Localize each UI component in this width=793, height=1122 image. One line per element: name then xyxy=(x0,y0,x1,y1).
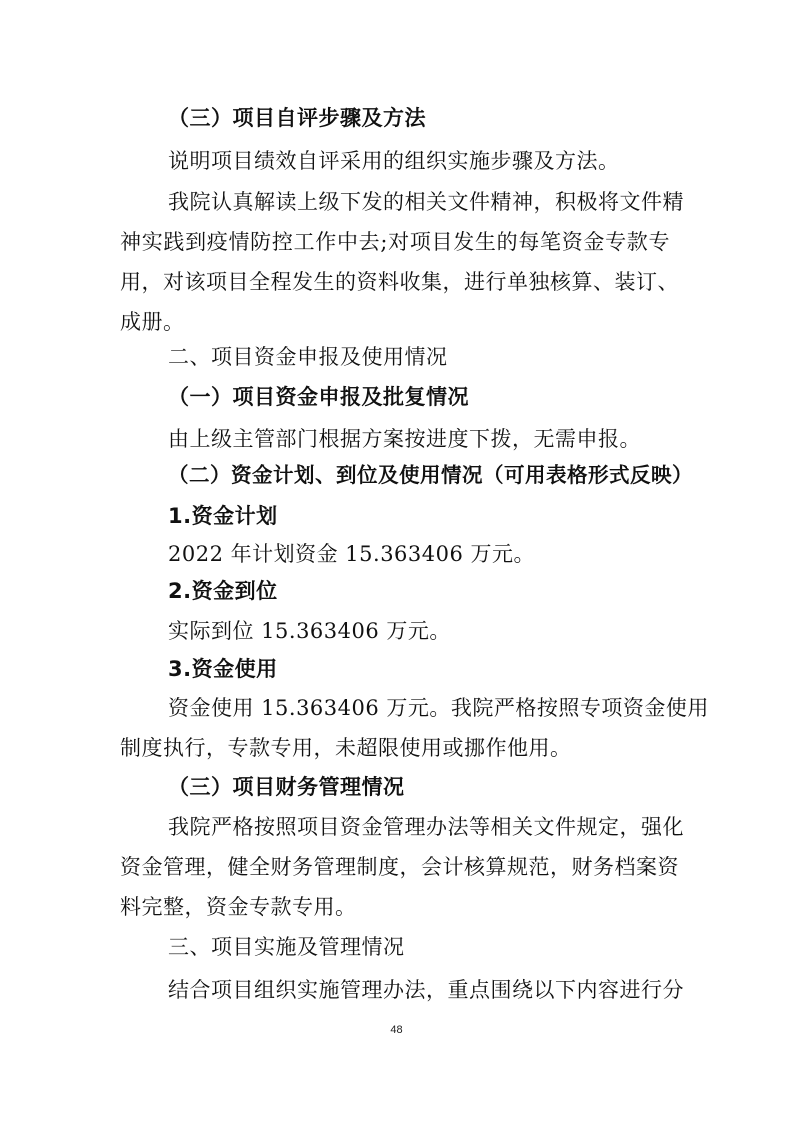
paragraph-fund-allocation: 由上级主管部门根据方案按进度下拨，无需申报。 xyxy=(168,427,641,451)
page-number: 48 xyxy=(390,1024,403,1036)
heading-fund-application-approval: （一）项目资金申报及批复情况 xyxy=(168,385,469,409)
paragraph-implementation-management: 结合项目组织实施管理办法，重点围绕以下内容进行分 xyxy=(168,978,684,1002)
paragraph-implementation-line-1: 我院认真解读上级下发的相关文件精神，积极将文件精 xyxy=(168,190,684,214)
paragraph-fund-plan: 2022 年计划资金 15.363406 万元。 xyxy=(168,542,536,566)
paragraph-fund-usage-line-2: 制度执行，专款专用，未超限使用或挪作他用。 xyxy=(120,736,572,760)
paragraph-financial-line-3: 料完整，资金专款专用。 xyxy=(120,895,357,919)
heading-financial-management: （三）项目财务管理情况 xyxy=(168,775,405,799)
paragraph-fund-arrival: 实际到位 15.363406 万元。 xyxy=(168,619,451,643)
heading-fund-arrival: 2.资金到位 xyxy=(168,579,278,603)
heading-fund-usage: 3.资金使用 xyxy=(168,657,278,681)
paragraph-implementation-line-3: 用，对该项目全程发生的资料收集，进行单独核算、装订、 xyxy=(120,270,679,294)
paragraph-implementation-line-2: 神实践到疫情防控工作中去;对项目发生的每笔资金专款专 xyxy=(120,230,670,254)
paragraph-financial-line-1: 我院严格按照项目资金管理办法等相关文件规定，强化 xyxy=(168,815,684,839)
paragraph-fund-usage-line-1: 资金使用 15.363406 万元。我院严格按照专项资金使用 xyxy=(168,696,709,720)
paragraph-implementation-line-4: 成册。 xyxy=(120,310,185,334)
heading-fund-plan-usage: （二）资金计划、到位及使用情况（可用表格形式反映） xyxy=(168,463,693,487)
paragraph-financial-line-2: 资金管理，健全财务管理制度，会计核算规范，财务档案资 xyxy=(120,855,679,879)
heading-fund-plan: 1.资金计划 xyxy=(168,504,278,528)
section-heading-fund-application: 二、项目资金申报及使用情况 xyxy=(168,345,448,369)
heading-self-evaluation-steps: （三）项目自评步骤及方法 xyxy=(168,106,426,130)
section-heading-implementation: 三、项目实施及管理情况 xyxy=(168,935,405,959)
paragraph-steps-description: 说明项目绩效自评采用的组织实施步骤及方法。 xyxy=(168,149,620,173)
